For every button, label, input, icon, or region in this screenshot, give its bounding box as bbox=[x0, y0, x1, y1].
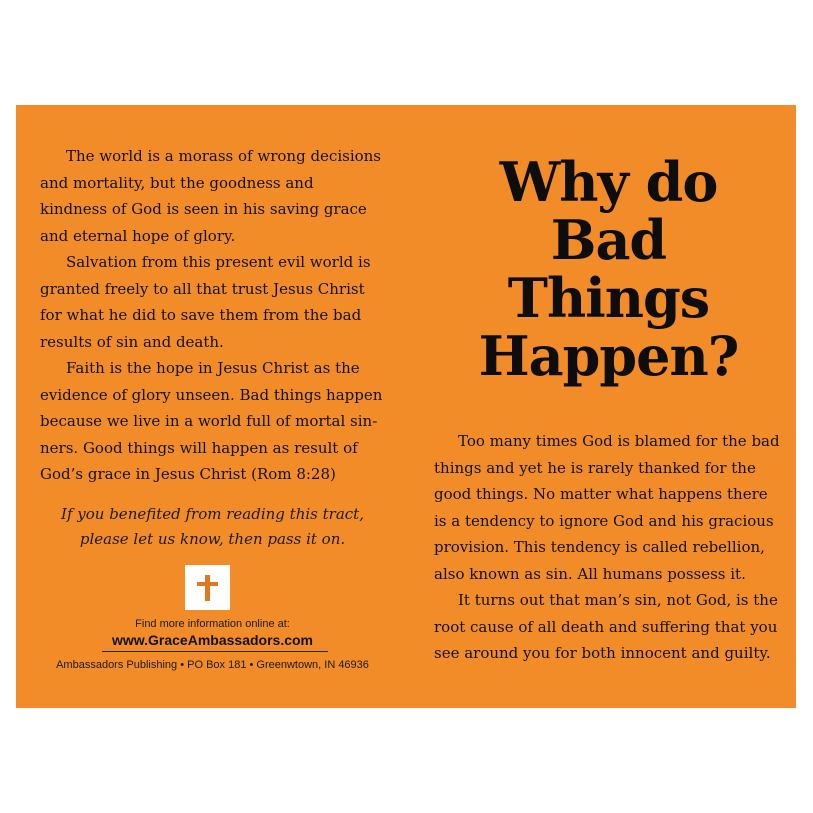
publisher-address: Ambassadors Publishing • PO Box 181 • Greenwtown, IN 46936 bbox=[56, 659, 369, 671]
title-line-4: Happen? bbox=[478, 324, 739, 388]
cross-icon bbox=[185, 565, 230, 610]
right-paragraph-1: Too many times God is blamed for the bad things and yet he is rarely thanked for the good things. No matter what happens there is a tendency to ignore God and his gracious provision. This tendency is called rebellion, also known as sin. All humans possess it. bbox=[434, 432, 780, 583]
divider bbox=[102, 651, 328, 652]
page-title bbox=[421, 150, 796, 388]
title-line-1: Why do bbox=[499, 150, 718, 214]
closing-line-1: If you benefited from reading this tract, bbox=[61, 504, 364, 523]
tract-page bbox=[16, 105, 796, 708]
right-paragraph-2: It turns out that man’s sin, not God, is the root cause of all death and suffering that you see around you for both innocent and guilty. bbox=[434, 591, 778, 662]
closing-line-2: please let us know, then pass it on. bbox=[79, 529, 346, 548]
right-panel bbox=[434, 428, 784, 667]
left-paragraph-2: Salvation from this present evil world is granted freely to all that trust Jesus Christ for what he did to save them from the bad results of sin and death. bbox=[40, 253, 371, 351]
title-line-2: Bad bbox=[550, 208, 667, 272]
left-paragraph-3: Faith is the hope in Jesus Christ as the evidence of glory unseen. Bad things happen because we live in a world full of mortal sin-ners. Good things will happen as result of God’s grace in Jesus Christ (Rom 8:28) bbox=[40, 359, 383, 483]
left-paragraph-1: The world is a morass of wrong decisions and mortality, but the goodness and kindness of God is seen in his saving grace and eternal hope of glory. bbox=[40, 147, 382, 245]
left-panel bbox=[40, 143, 385, 552]
title-line-3: Things bbox=[507, 266, 710, 330]
closing-note bbox=[40, 502, 385, 552]
find-more-text: Find more information online at: bbox=[135, 618, 290, 630]
website-link[interactable]: www.GraceAmbassadors.com bbox=[111, 632, 313, 648]
